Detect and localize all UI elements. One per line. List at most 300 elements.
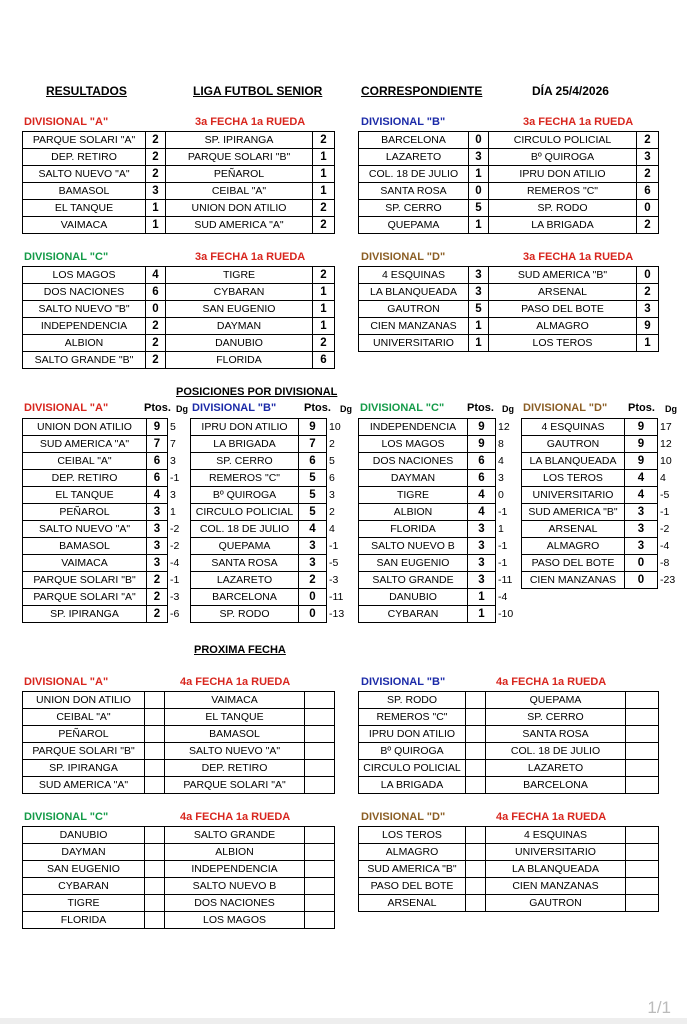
team-name: SAN EUGENIO [359,555,468,572]
away-score: 1 [313,183,335,200]
home-score-blank [145,743,165,760]
team-points: 3 [468,521,496,538]
home-score-blank [466,709,486,726]
home-score: 0 [469,132,489,149]
team-name: DOS NACIONES [359,453,468,470]
fixture-row [359,878,659,895]
team-name: SALTO NUEVO B [359,538,468,555]
goal-difference: -6 [170,608,180,620]
team-points: 7 [299,436,327,453]
home-team: GAUTRON [359,301,469,318]
standings-row [191,555,357,572]
away-score: 2 [313,200,335,217]
team-name: UNION DON ATILIO [23,419,147,436]
team-name: PEÑAROL [23,504,147,521]
away-team: GAUTRON [486,895,626,912]
home-team: QUEPAMA [359,217,469,234]
away-team: SUD AMERICA "B" [489,267,637,284]
away-score: 2 [637,132,659,149]
standings-row [191,504,357,521]
results-table-a [22,131,335,234]
home-score-blank [145,760,165,777]
team-name: SUD AMERICA "A" [23,436,147,453]
away-score-blank [305,878,335,895]
goal-difference: -1 [498,557,508,569]
away-team: LA BLANQUEADA [486,861,626,878]
team-name: REMEROS "C" [191,470,299,487]
away-team: REMEROS "C" [489,183,637,200]
home-team: EL TANQUE [23,200,146,217]
standings-b-pts-label: Ptos. [304,402,331,414]
home-score-blank [466,861,486,878]
goal-difference: -4 [660,540,670,552]
goal-difference: 3 [329,489,335,501]
team-name: EL TANQUE [23,487,147,504]
goal-difference: 0 [498,489,504,501]
results-table-c [22,266,335,369]
away-score: 0 [637,200,659,217]
goal-difference: -10 [498,608,514,620]
goal-difference: 2 [329,438,335,450]
team-points: 3 [147,521,168,538]
away-score: 2 [313,217,335,234]
standings-row [191,606,357,623]
team-name: QUEPAMA [191,538,299,555]
goal-difference: 17 [660,421,672,433]
goal-difference: 5 [170,421,176,433]
team-points: 4 [299,521,327,538]
standings-table-b [190,418,357,623]
fixture-row [23,709,335,726]
goal-difference: -13 [329,608,345,620]
home-team: DEP. RETIRO [23,149,146,166]
home-team: INDEPENDENCIA [23,318,146,335]
away-team: SALTO NUEVO "A" [165,743,305,760]
page-indicator: 1/1 [647,998,671,1017]
home-score-blank [145,709,165,726]
home-team: CIEN MANZANAS [359,318,469,335]
home-score: 1 [146,200,166,217]
goal-difference: -4 [498,591,508,603]
goal-difference: 1 [170,506,176,518]
home-score-blank [145,777,165,794]
team-name: SALTO GRANDE [359,572,468,589]
fixture-row [23,861,335,878]
fixture-row [23,844,335,861]
next-d-fecha: 4a FECHA 1a RUEDA [496,811,607,823]
away-score: 2 [313,132,335,149]
away-team: Bº QUIROGA [489,149,637,166]
next-table-d [358,826,659,912]
team-name: PARQUE SOLARI "A" [23,589,147,606]
standings-row [191,487,357,504]
next-c-fecha: 4a FECHA 1a RUEDA [180,811,291,823]
away-score: 0 [637,267,659,284]
team-name: LAZARETO [191,572,299,589]
bottom-bar [0,1018,687,1024]
home-score-blank [145,726,165,743]
results-a-fecha: 3a FECHA 1a RUEDA [195,116,306,128]
goal-difference: 1 [498,523,504,535]
goal-difference: -5 [329,557,339,569]
standings-row [359,487,520,504]
team-name: CEIBAL "A" [23,453,147,470]
results-table-b [358,131,659,234]
fixture-row [359,895,659,912]
goal-difference: 5 [329,455,335,467]
away-team: DEP. RETIRO [165,760,305,777]
result-row [23,335,335,352]
result-row [359,335,659,352]
goal-difference: -11 [498,574,513,586]
standings-d-dg-label: Dg [665,404,677,414]
home-score: 2 [146,132,166,149]
team-name: LA BRIGADA [191,436,299,453]
team-points: 3 [468,572,496,589]
goal-difference: -11 [329,591,344,603]
standings-row [359,589,520,606]
home-team: ALBION [23,335,146,352]
home-score: 4 [146,267,166,284]
away-team: QUEPAMA [486,692,626,709]
home-score-blank [145,844,165,861]
next-a-title: DIVISIONAL "A" [24,676,109,688]
standings-row [522,419,686,436]
home-team: CIRCULO POLICIAL [359,760,466,777]
result-row [23,284,335,301]
standings-row [522,436,686,453]
header-fecha: DÍA 25/4/2026 [532,84,609,98]
standings-row [359,504,520,521]
fixture-row [23,878,335,895]
team-name: GAUTRON [522,436,625,453]
away-team: LOS TEROS [489,335,637,352]
away-score-blank [626,844,659,861]
away-team: LOS MAGOS [165,912,305,929]
standings-row [522,453,686,470]
team-points: 1 [468,589,496,606]
home-team: UNIVERSITARIO [359,335,469,352]
team-points: 5 [299,487,327,504]
team-points: 4 [625,487,658,504]
home-team: BAMASOL [23,183,146,200]
home-team: 4 ESQUINAS [359,267,469,284]
next-table-c [22,826,335,929]
standings-b-dg-label: Dg [340,404,352,414]
away-score-blank [305,827,335,844]
team-points: 0 [625,572,658,589]
away-team: VAIMACA [165,692,305,709]
team-name: IPRU DON ATILIO [191,419,299,436]
next-table-b [358,691,659,794]
away-score: 1 [313,284,335,301]
away-team: 4 ESQUINAS [486,827,626,844]
away-team: CIRCULO POLICIAL [489,132,637,149]
home-team: DAYMAN [23,844,145,861]
team-points: 3 [625,521,658,538]
standings-row [23,572,190,589]
home-team: COL. 18 DE JULIO [359,166,469,183]
home-score-blank [466,726,486,743]
team-points: 9 [468,436,496,453]
home-score-blank [466,878,486,895]
standings-a-dg-label: Dg [176,404,188,414]
team-name: FLORIDA [359,521,468,538]
standings-row [191,572,357,589]
home-team: ARSENAL [359,895,466,912]
away-team: DAYMAN [166,318,313,335]
team-points: 3 [468,538,496,555]
team-name: SP. IPIRANGA [23,606,147,623]
result-row [23,217,335,234]
team-name: PARQUE SOLARI "B" [23,572,147,589]
home-team: CYBARAN [23,878,145,895]
team-name: ALMAGRO [522,538,625,555]
standings-row [522,470,686,487]
team-points: 0 [625,555,658,572]
goal-difference: 10 [660,455,672,467]
away-team: DOS NACIONES [165,895,305,912]
team-points: 6 [468,453,496,470]
fixture-row [359,692,659,709]
team-points: 4 [468,487,496,504]
standings-b-title: DIVISIONAL "B" [192,402,277,414]
next-b-fecha: 4a FECHA 1a RUEDA [496,676,607,688]
team-points: 3 [147,504,168,521]
away-score-blank [305,743,335,760]
away-score-blank [626,743,659,760]
standings-row [23,487,190,504]
standings-row [359,572,520,589]
away-score-blank [305,895,335,912]
home-team: SALTO GRANDE "B" [23,352,146,369]
goal-difference: -1 [170,574,180,586]
team-name: CYBARAN [359,606,468,623]
away-score-blank [305,861,335,878]
home-team: PARQUE SOLARI "B" [23,743,145,760]
home-team: PARQUE SOLARI "A" [23,132,146,149]
results-b-fecha: 3a FECHA 1a RUEDA [523,116,634,128]
home-team: SP. IPIRANGA [23,760,145,777]
home-score-blank [145,861,165,878]
away-team: IPRU DON ATILIO [489,166,637,183]
home-score-blank [466,760,486,777]
result-row [359,166,659,183]
standings-row [191,589,357,606]
away-score: 2 [637,217,659,234]
away-team: SALTO GRANDE [165,827,305,844]
standings-row [359,419,520,436]
goal-difference: 7 [170,438,176,450]
standings-row [191,521,357,538]
goal-difference: -1 [329,540,339,552]
fixture-row [23,777,335,794]
team-name: SANTA ROSA [191,555,299,572]
team-name: SALTO NUEVO "A" [23,521,147,538]
result-row [359,149,659,166]
team-name: PASO DEL BOTE [522,555,625,572]
away-score-blank [626,827,659,844]
team-name: BAMASOL [23,538,147,555]
away-team: CEIBAL "A" [166,183,313,200]
standings-row [522,572,686,589]
away-team: PEÑAROL [166,166,313,183]
team-name: SP. RODO [191,606,299,623]
away-score: 1 [637,335,659,352]
home-score-blank [145,912,165,929]
away-team: SP. CERRO [486,709,626,726]
home-score: 2 [146,352,166,369]
away-score: 2 [313,267,335,284]
away-team: COL. 18 DE JULIO [486,743,626,760]
standings-row [522,538,686,555]
goal-difference: -2 [170,540,180,552]
goal-difference: -4 [170,557,180,569]
team-name: LOS MAGOS [359,436,468,453]
away-score: 3 [637,149,659,166]
away-score: 2 [637,284,659,301]
result-row [23,149,335,166]
away-team: INDEPENDENCIA [165,861,305,878]
home-team: PASO DEL BOTE [359,878,466,895]
team-points: 9 [147,419,168,436]
next-table-a [22,691,335,794]
home-score: 3 [469,149,489,166]
fixture-row [23,912,335,929]
team-name: CIEN MANZANAS [522,572,625,589]
team-name: CIRCULO POLICIAL [191,504,299,521]
home-team: TIGRE [23,895,145,912]
home-score-blank [466,692,486,709]
team-name: SP. CERRO [191,453,299,470]
home-team: REMEROS "C" [359,709,466,726]
goal-difference: -8 [660,557,670,569]
goal-difference: -1 [498,540,508,552]
team-name: INDEPENDENCIA [359,419,468,436]
away-team: LAZARETO [486,760,626,777]
away-score: 6 [313,352,335,369]
home-team: SP. CERRO [359,200,469,217]
home-score: 1 [469,217,489,234]
standings-row [23,504,190,521]
goal-difference: 3 [170,489,176,501]
fixture-row [359,709,659,726]
away-score: 2 [637,166,659,183]
team-name: VAIMACA [23,555,147,572]
home-score-blank [145,895,165,912]
home-team: ALMAGRO [359,844,466,861]
team-points: 2 [299,572,327,589]
home-team: VAIMACA [23,217,146,234]
home-score: 1 [469,335,489,352]
standings-row [23,453,190,470]
team-points: 9 [625,419,658,436]
home-team: SP. RODO [359,692,466,709]
away-score-blank [305,912,335,929]
away-score: 1 [313,301,335,318]
fixture-row [23,726,335,743]
home-team: Bº QUIROGA [359,743,466,760]
away-team: BAMASOL [165,726,305,743]
home-score: 1 [146,217,166,234]
result-row [359,284,659,301]
goal-difference: 3 [498,472,504,484]
home-team: FLORIDA [23,912,145,929]
team-points: 9 [299,419,327,436]
home-score: 5 [469,200,489,217]
goal-difference: 2 [329,506,335,518]
away-team: SP. IPIRANGA [166,132,313,149]
results-c-fecha: 3a FECHA 1a RUEDA [195,251,306,263]
away-score-blank [626,760,659,777]
result-row [23,132,335,149]
fixture-row [23,827,335,844]
away-team: UNIVERSITARIO [486,844,626,861]
away-team: BARCELONA [486,777,626,794]
home-score-blank [145,827,165,844]
home-team: SUD AMERICA "A" [23,777,145,794]
home-score-blank [466,827,486,844]
standings-row [522,504,686,521]
team-name: LOS TEROS [522,470,625,487]
result-row [359,301,659,318]
home-team: SANTA ROSA [359,183,469,200]
standings-row [23,606,190,623]
home-team: SALTO NUEVO "A" [23,166,146,183]
away-team: LA BRIGADA [489,217,637,234]
header-resultados: RESULTADOS [46,84,127,98]
away-score: 1 [313,318,335,335]
away-score: 1 [313,166,335,183]
home-team: LAZARETO [359,149,469,166]
away-team: ARSENAL [489,284,637,301]
goal-difference: -1 [498,506,508,518]
away-team: SP. RODO [489,200,637,217]
fixture-row [23,895,335,912]
team-points: 7 [147,436,168,453]
home-team: CEIBAL "A" [23,709,145,726]
team-points: 4 [468,504,496,521]
team-points: 4 [625,470,658,487]
away-score-blank [305,844,335,861]
team-points: 9 [625,436,658,453]
home-team: DOS NACIONES [23,284,146,301]
result-row [359,200,659,217]
home-score-blank [466,895,486,912]
team-points: 0 [299,606,327,623]
home-score: 2 [146,166,166,183]
team-points: 6 [468,470,496,487]
goal-difference: -2 [660,523,670,535]
away-score-blank [626,692,659,709]
result-row [23,318,335,335]
team-points: 3 [147,538,168,555]
away-team: ALBION [165,844,305,861]
next-a-fecha: 4a FECHA 1a RUEDA [180,676,291,688]
home-score: 6 [146,284,166,301]
fixture-row [23,743,335,760]
fixture-row [359,861,659,878]
away-team: SAN EUGENIO [166,301,313,318]
standings-row [23,521,190,538]
team-points: 2 [147,606,168,623]
header-liga: LIGA FUTBOL SENIOR [193,84,323,98]
standings-row [522,521,686,538]
home-team: LOS TEROS [359,827,466,844]
away-score-blank [305,709,335,726]
results-table-d [358,266,659,352]
home-team: DANUBIO [23,827,145,844]
